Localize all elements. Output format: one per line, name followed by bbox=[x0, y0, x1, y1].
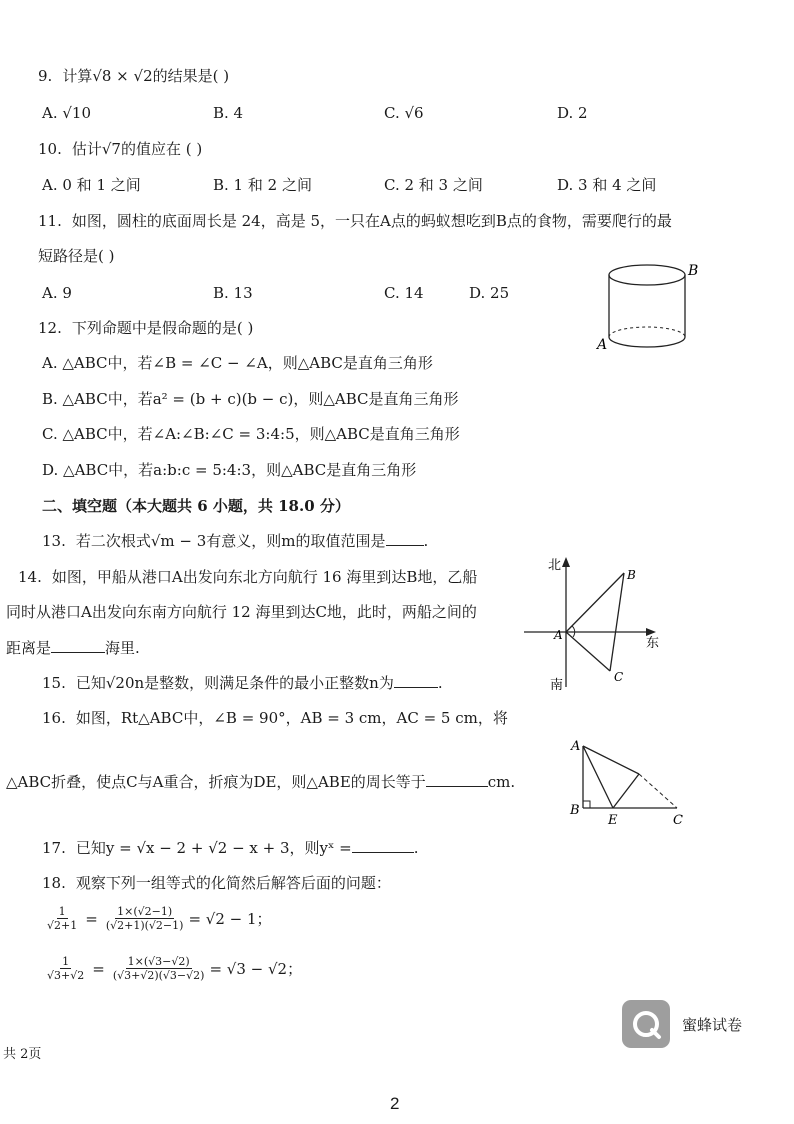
equation-1: $\frac{1}{√2+1}$ = $\frac{1\times(√2-1)}{(√2+1)(√2-1)}$ = √2 − 1； bbox=[47, 905, 272, 932]
option-c: C. √6 bbox=[384, 104, 424, 122]
equation-result: = √3 − √2； bbox=[209, 960, 303, 978]
option-d: D. △ABC中，若a:b:c = 5:4:3，则△ABC是直角三角形 bbox=[42, 461, 417, 479]
label-e: E bbox=[608, 813, 618, 828]
label-c: C bbox=[673, 813, 683, 828]
question-stem: 观察下列一组等式的化简然后解答后面的问题： bbox=[75, 874, 391, 892]
north-arrow bbox=[562, 557, 570, 567]
right-angle-mark bbox=[583, 801, 590, 808]
question-number: 14. bbox=[18, 568, 42, 586]
question-9 bbox=[38, 66, 229, 86]
fraction-mid bbox=[104, 905, 186, 932]
option-a: A. √10 bbox=[42, 104, 92, 122]
cylinder-figure bbox=[595, 255, 715, 365]
equation-result: = √2 − 1； bbox=[188, 910, 272, 928]
question-end: cm. bbox=[487, 773, 516, 791]
question-number: 13. bbox=[42, 532, 66, 550]
question-stem: 如图，甲船从港口A出发向东北方向航行 16 海里到达B地，乙船 bbox=[51, 568, 478, 586]
cylinder-bottom-back bbox=[609, 327, 685, 337]
label-b: B bbox=[688, 263, 699, 279]
cylinder-top bbox=[609, 265, 685, 285]
question-number: 18. bbox=[42, 874, 66, 892]
answer-blank[interactable] bbox=[426, 772, 488, 787]
question-number: 9. bbox=[38, 67, 53, 85]
brand-logo-icon bbox=[622, 1000, 670, 1048]
label-c: C bbox=[614, 670, 624, 684]
question-10 bbox=[38, 139, 202, 159]
denominator: (√3+√2)(√3−√2) bbox=[112, 969, 205, 982]
segment-ad bbox=[583, 746, 639, 774]
denominator: (√2+1)(√2−1) bbox=[105, 919, 184, 932]
question-16-cont bbox=[6, 772, 515, 792]
segment-dc bbox=[639, 774, 677, 808]
option-b: B. 1 和 2 之间 bbox=[213, 176, 312, 194]
question-15 bbox=[42, 673, 443, 693]
logo-glyph-icon bbox=[622, 1000, 670, 1048]
option-b: B. △ABC中，若a² = (b + c)(b − c)，则△ABC是直角三角形 bbox=[42, 390, 459, 408]
equation-2: $\frac{1}{√3+√2}$ = $\frac{1\times(√3-√2)}{(√3+√2)(√3-√2)}$ = √3 − √2； bbox=[47, 955, 303, 982]
segment-bc bbox=[610, 573, 624, 671]
label-a: A bbox=[554, 628, 563, 642]
denominator: √3+√2 bbox=[47, 969, 85, 982]
option-d: D. 3 和 4 之间 bbox=[557, 176, 657, 194]
question-stem: 下列命题中是假命题的是( ) bbox=[71, 319, 254, 337]
ship-direction-figure bbox=[520, 553, 670, 693]
question-text: △ABC折叠，使点C与A重合，折痕为DE，则△ABE的周长等于 bbox=[6, 773, 426, 791]
question-stem: 已知y = √x − 2 + √2 − x + 3，则yˣ = bbox=[75, 839, 352, 857]
question-text: 距离是 bbox=[6, 639, 52, 657]
option-a: A. △ABC中，若∠B = ∠C − ∠A，则△ABC是直角三角形 bbox=[42, 354, 433, 372]
question-11-cont: 短路径是( ) bbox=[38, 247, 115, 265]
segment-de bbox=[613, 774, 639, 808]
question-number: 17. bbox=[42, 839, 66, 857]
question-stem: 如图，Rt△ABC中，∠B = 90°，AB = 3 cm，AC = 5 cm，将 bbox=[75, 709, 508, 727]
question-stem: 若二次根式√m − 3有意义，则m的取值范围是 bbox=[75, 532, 386, 550]
question-stem: 如图，圆柱的底面周长是 24，高是 5，一只在A点的蚂蚁想吃到B点的食物，需要爬行的最 bbox=[71, 212, 672, 230]
option-c: C. 2 和 3 之间 bbox=[384, 176, 483, 194]
question-end: . bbox=[423, 532, 429, 550]
question-stem: 计算√8 × √2的结果是( ) bbox=[62, 67, 230, 85]
answer-blank[interactable] bbox=[51, 638, 105, 653]
brand-name: 蜜蜂试卷 bbox=[682, 1015, 743, 1034]
fraction-mid bbox=[111, 955, 207, 982]
question-number: 12. bbox=[38, 319, 62, 337]
segment-ae bbox=[583, 746, 613, 808]
segment-ac bbox=[566, 632, 610, 671]
answer-blank[interactable] bbox=[386, 531, 424, 546]
question-12 bbox=[38, 318, 253, 338]
numerator: 1×(√3−√2) bbox=[127, 955, 190, 968]
question-16 bbox=[42, 708, 508, 728]
question-stem: 估计√7的值应在 ( ) bbox=[71, 140, 203, 158]
label-b: B bbox=[627, 568, 636, 582]
label-south: 南 bbox=[550, 678, 564, 693]
question-number: 15. bbox=[42, 674, 66, 692]
fraction-lhs bbox=[45, 905, 79, 932]
east-arrow bbox=[646, 628, 656, 636]
option-b: B. 4 bbox=[213, 104, 244, 122]
question-13 bbox=[42, 531, 428, 551]
question-number: 11. bbox=[38, 212, 62, 230]
question-end: 海里. bbox=[105, 639, 140, 657]
question-end: . bbox=[437, 674, 443, 692]
numerator: 1 bbox=[58, 905, 66, 918]
question-17 bbox=[42, 838, 418, 858]
question-14 bbox=[18, 567, 477, 587]
question-number: 10. bbox=[38, 140, 62, 158]
segment-ab bbox=[566, 573, 624, 632]
label-a: A bbox=[571, 739, 581, 754]
question-stem: 已知√20n是整数，则满足条件的最小正整数n为 bbox=[75, 674, 394, 692]
option-b: B. 13 bbox=[213, 284, 253, 302]
answer-blank[interactable] bbox=[352, 838, 414, 853]
denominator: √2+1 bbox=[47, 919, 78, 932]
fraction-lhs bbox=[45, 955, 86, 982]
option-d: D. 25 bbox=[469, 284, 510, 302]
page-number: 2 bbox=[390, 1094, 400, 1113]
cylinder-bottom-front bbox=[609, 337, 685, 347]
label-b: B bbox=[570, 803, 580, 818]
option-a: A. 9 bbox=[42, 284, 72, 302]
option-c: C. △ABC中，若∠A:∠B:∠C = 3:4:5，则△ABC是直角三角形 bbox=[42, 425, 460, 443]
question-number: 16. bbox=[42, 709, 66, 727]
option-d: D. 2 bbox=[557, 104, 588, 122]
numerator: 1×(√2−1) bbox=[117, 905, 173, 918]
question-18 bbox=[42, 873, 391, 893]
option-a: A. 0 和 1 之间 bbox=[42, 176, 141, 194]
question-11 bbox=[38, 211, 672, 231]
section-title: 二、填空题（本大题共 6 小题，共 18.0 分） bbox=[42, 497, 350, 515]
label-east: 东 bbox=[646, 636, 660, 651]
question-14-cont2 bbox=[6, 638, 140, 658]
label-a: A bbox=[597, 337, 608, 353]
brand-watermark bbox=[622, 1000, 742, 1048]
question-14-cont: 同时从港口A出发向东南方向航行 12 海里到达C地，此时，两船之间的 bbox=[6, 603, 477, 621]
label-north: 北 bbox=[548, 558, 562, 573]
answer-blank[interactable] bbox=[394, 673, 438, 688]
question-end: . bbox=[413, 839, 419, 857]
option-c: C. 14 bbox=[384, 284, 424, 302]
total-pages: 共 2页 bbox=[3, 1047, 42, 1062]
triangle-fold-figure bbox=[565, 736, 695, 828]
numerator: 1 bbox=[62, 955, 70, 968]
